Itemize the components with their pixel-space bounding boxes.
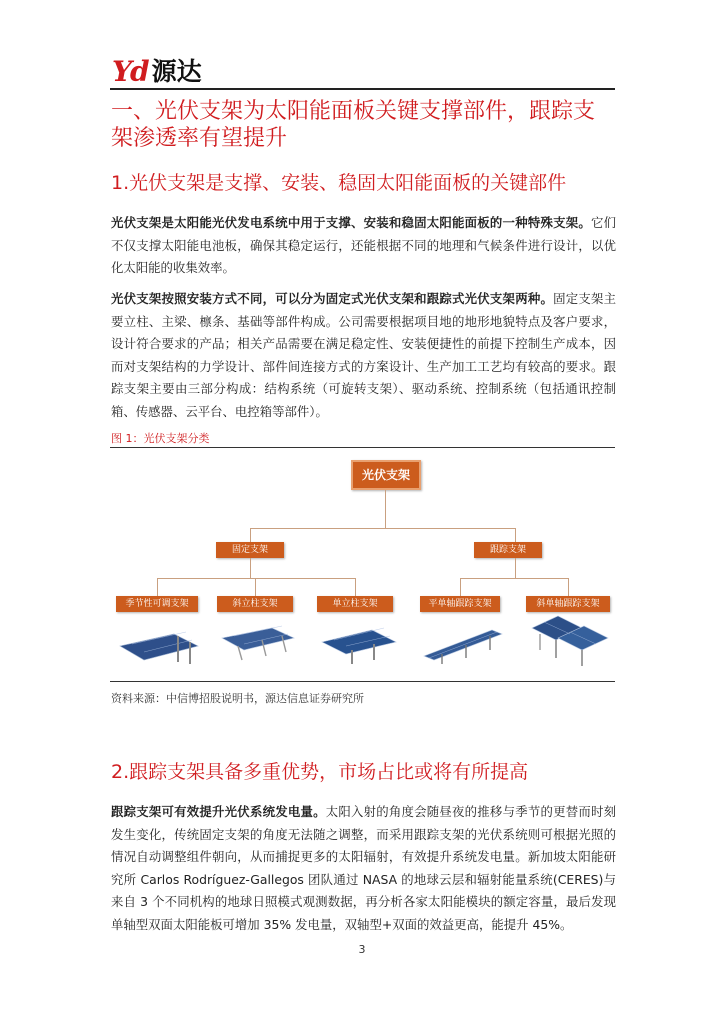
flat-single-axis-tracker-image xyxy=(422,616,504,666)
paragraph-1-lead: 光伏支架是太阳能光伏发电系统中用于支撑、安装和稳固太阳能面板的一种特殊支架。 xyxy=(111,215,591,230)
inclined-column-mount-image xyxy=(218,616,298,666)
connector xyxy=(385,490,386,528)
connector xyxy=(355,578,356,596)
connector xyxy=(515,558,516,578)
paragraph-2-body: 固定支架主要立柱、主梁、檩条、基础等部件构成。公司需要根据项目地的地形地貌特点及客户要求，设计符合要求的产品；相关产品需要在满足稳定性、安装便捷性的前提下控制生产成本，因而对支架结构的力学设计、部件间连接方式的方案设计、生产加工工艺均有较高的要求。跟踪支架主要由三部分构成：结构系统（可旋转支架）、驱动系统、控制系统（包括通讯控制箱、传感器、云平台、电控箱等部件）。 xyxy=(111,291,617,419)
header-divider xyxy=(110,88,615,90)
diagram-node-tilted-single-axis: 斜单轴跟踪支架 xyxy=(526,596,610,612)
paragraph-3-body: 太阳入射的角度会随昼夜的推移与季节的更替而时刻发生变化，传统固定支架的角度无法随之调整，而采用跟踪支架的光伏系统则可根据光照的情况自动调整组件朝向，从而捕捉更多的太阳辐射，有效提升系统发电量。新加坡太阳能研究所 Carlos Rodríguez-Gallegos 团队通过 NASA 的地球云层和辐射能量系统(CERES)与来自 3 个不同机构的地球日照模式观测数据，再分析各家太阳能模块的额定容量，最后发现单轴型双面太阳能板可增加 35% 发电量，双轴型+双面的效益更高，能提升 45%。 xyxy=(111,804,617,932)
connector xyxy=(460,578,461,596)
diagram-node-tracking: 跟踪支架 xyxy=(474,542,542,558)
paragraph-3 xyxy=(111,801,616,937)
tilted-single-axis-tracker-image xyxy=(528,614,612,668)
connector xyxy=(460,578,568,579)
paragraph-2-lead: 光伏支架按照安装方式不同，可以分为固定式光伏支架和跟踪式光伏支架两种。 xyxy=(111,291,554,306)
seasonal-mount-image xyxy=(118,616,202,666)
connector xyxy=(157,578,355,579)
figure-top-rule xyxy=(110,447,615,448)
logo-text: 源达 xyxy=(151,57,202,86)
logo xyxy=(112,52,202,86)
diagram-node-flat-single-axis: 平单轴跟踪支架 xyxy=(420,596,500,612)
paragraph-1 xyxy=(111,212,616,280)
connector xyxy=(250,528,251,542)
diagram-node-seasonal: 季节性可调支架 xyxy=(116,596,198,612)
connector xyxy=(515,528,516,542)
connector xyxy=(568,578,569,596)
connector xyxy=(250,528,515,529)
subsection-title-1: 1.光伏支架是支撑、安装、稳固太阳能面板的关键部件 xyxy=(111,172,567,194)
diagram-root-node: 光伏支架 xyxy=(351,460,421,490)
diagram-node-single-column: 单立柱支架 xyxy=(317,596,393,612)
logo-mark: Yd xyxy=(112,55,148,88)
subsection-title-2: 2.跟踪支架具备多重优势，市场占比或将有所提高 xyxy=(111,761,529,783)
paragraph-2 xyxy=(111,288,616,424)
page-number: 3 xyxy=(358,943,366,956)
diagram-node-inclined-column: 斜立柱支架 xyxy=(217,596,293,612)
figure-bottom-rule xyxy=(110,681,615,682)
diagram-node-fixed: 固定支架 xyxy=(216,542,284,558)
figure-source: 资料来源：中信博招股说明书，源达信息证券研究所 xyxy=(111,692,364,705)
connector xyxy=(157,578,158,596)
single-column-mount-image xyxy=(318,616,398,666)
paragraph-1-body: 它们不仅支撑太阳能电池板，确保其稳定运行，还能根据不同的地理和气候条件进行设计，以优化太阳能的收集效率。 xyxy=(111,215,617,276)
section-title: 一、光伏支架为太阳能面板关键支撑部件，跟踪支架渗透率有望提升 xyxy=(111,99,596,151)
connector xyxy=(255,578,256,596)
paragraph-3-lead: 跟踪支架可有效提升光伏系统发电量。 xyxy=(111,804,326,819)
figure-caption: 图 1：光伏支架分类 xyxy=(111,432,210,445)
connector xyxy=(250,558,251,578)
classification-diagram xyxy=(110,450,615,678)
